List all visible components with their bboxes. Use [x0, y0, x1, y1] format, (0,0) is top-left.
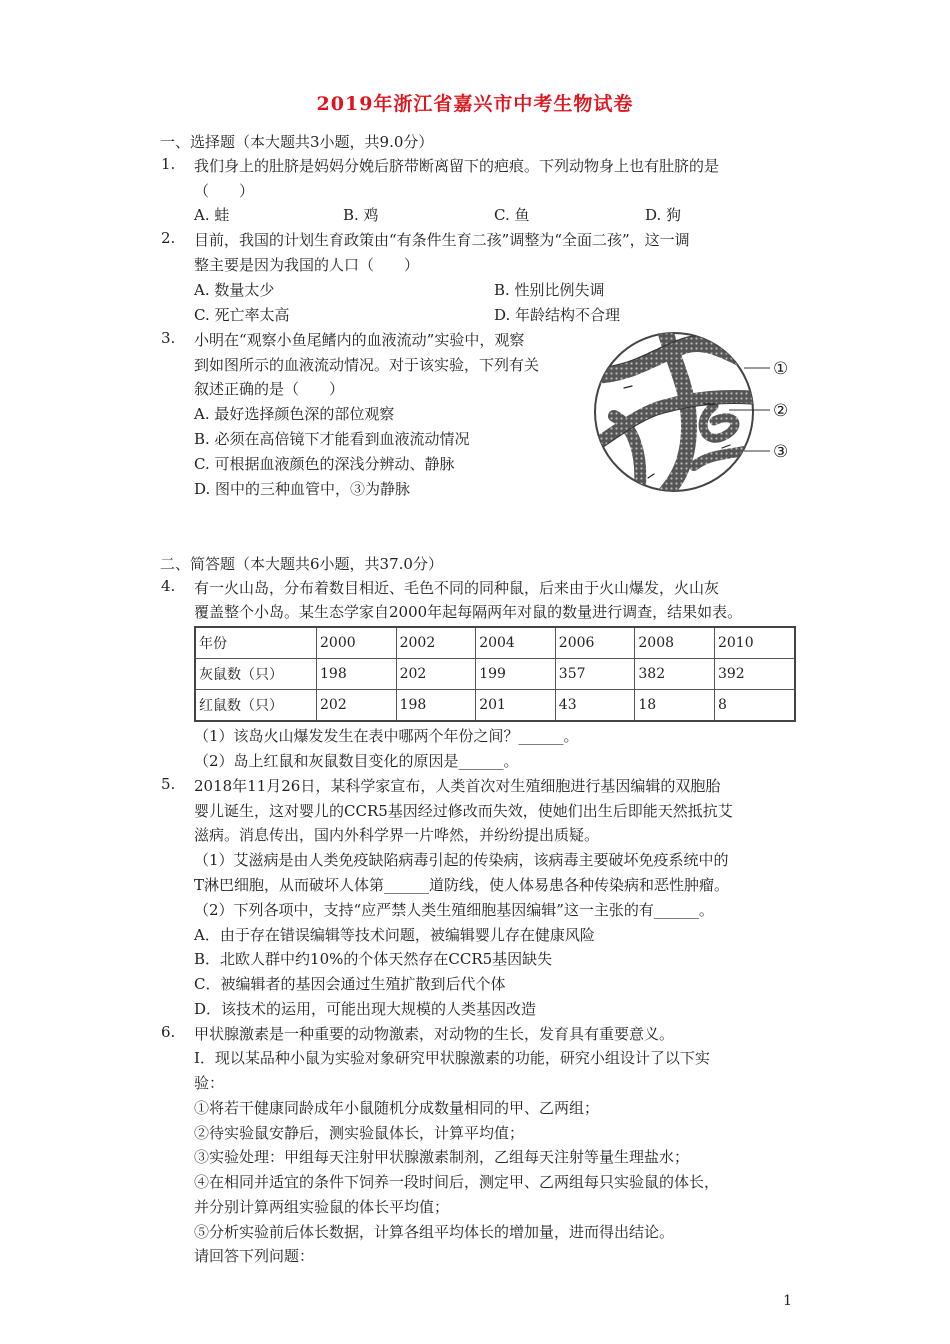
table-row [195, 659, 795, 690]
q1-option-a: A. 蛙 [194, 206, 230, 224]
q1-number: 1. [161, 155, 176, 173]
table-cell: 灰鼠数（只） [195, 659, 317, 690]
q1-stem-line1: 我们身上的肚脐是妈妈分娩后脐带断离留下的疤痕。下列动物身上也有肚脐的是 [194, 157, 720, 175]
q6-step-4: ④在相同并适宜的条件下饲养一段时间后，测定甲、乙两组每只实验鼠的体长， [194, 1173, 720, 1191]
q2-option-c: C. 死亡率太高 [194, 306, 290, 324]
table-cell: 43 [555, 690, 635, 722]
table-cell: 18 [635, 690, 715, 722]
table-cell: 2000 [317, 627, 397, 659]
q5-sub1-line1: （1）艾滋病是由人类免疫缺陷病毒引起的传染病，该病毒主要破坏免疫系统中的 [194, 851, 729, 869]
q6-stem-line1: 甲状腺激素是一种重要的动物激素，对动物的生长，发育具有重要意义。 [194, 1025, 675, 1043]
q6-ask: 请回答下列问题： [194, 1247, 315, 1265]
table-cell: 201 [476, 690, 556, 722]
q2-option-a: A. 数量太少 [194, 281, 275, 299]
table-cell: 2002 [396, 627, 476, 659]
q5-option-d: D．该技术的运用，可能出现大规模的人类基因改造 [194, 1000, 537, 1018]
q1-stem-line2: （ ） [194, 182, 255, 200]
table-cell: 198 [396, 690, 476, 722]
q3-option-a: A. 最好选择颜色深的部位观察 [194, 405, 395, 423]
q3-option-c: C. 可根据血液颜色的深浅分辨动、静脉 [194, 455, 455, 473]
q2-stem-line2: 整主要是因为我国的人口（ ） [194, 256, 420, 274]
q3-stem-line2: 到如图所示的血液流动情况。对于该实验，下列有关 [194, 356, 540, 374]
page-number: 1 [783, 1293, 792, 1309]
q6-step-4-cont: 并分别计算两组实验鼠的体长平均值； [194, 1198, 450, 1216]
table-cell: 2004 [476, 627, 556, 659]
table-cell: 202 [317, 690, 397, 722]
q1-option-d: D. 狗 [645, 206, 682, 224]
table-cell: 年份 [195, 627, 317, 659]
q6-step-3: ③实验处理：甲组每天注射甲状腺激素制剂，乙组每天注射等量生理盐水； [194, 1148, 690, 1166]
table-cell: 357 [555, 659, 635, 690]
q6-step-1: ①将若干健康同龄成年小鼠随机分成数量相同的甲、乙两组； [194, 1099, 600, 1117]
diagram-label-2: ② [773, 401, 789, 421]
blood-flow-diagram [594, 326, 794, 506]
blood-vessels-figure [594, 326, 794, 502]
section-2-heading: 二、简答题（本大题共6小题，共37.0分） [160, 555, 443, 573]
q5-option-c: C．被编辑者的基因会通过生殖扩散到后代个体 [194, 975, 506, 993]
q4-stem-line2: 覆盖整个小岛。某生态学家自2000年起每隔两年对鼠的数量进行调查，结果如表。 [194, 603, 743, 621]
q3-option-b: B. 必须在高倍镜下才能看到血液流动情况 [194, 430, 470, 448]
q3-stem-line1: 小明在“观察小鱼尾鳍内的血液流动”实验中，观察 [194, 331, 525, 349]
q6-step-5: ⑤分析实验前后体长数据，计算各组平均体长的增加量，进而得出结论。 [194, 1223, 675, 1241]
q5-stem-line1: 2018年11月26日，某科学家宣布，人类首次对生殖细胞进行基因编辑的双胞胎 [194, 777, 721, 795]
q3-option-d: D. 图中的三种血管中，③为静脉 [194, 480, 411, 498]
q2-number: 2. [161, 229, 176, 247]
q6-stem-line3: 验： [194, 1074, 225, 1092]
q1-option-b: B. 鸡 [343, 206, 379, 224]
table-cell: 382 [635, 659, 715, 690]
q4-sub2: （2）岛上红鼠和灰鼠数目变化的原因是______。 [194, 752, 519, 770]
q6-step-2: ②待实验鼠安静后，测实验鼠体长，计算平均值； [194, 1124, 525, 1142]
q4-number: 4. [161, 577, 176, 595]
q5-stem-line2: 婴儿诞生，这对婴儿的CCR5基因经过修改而失效，使她们出生后即能天然抵抗艾 [194, 802, 733, 820]
q3-stem-line3: 叙述正确的是（ ） [194, 380, 345, 398]
table-row [195, 690, 795, 722]
table-cell: 199 [476, 659, 556, 690]
q6-stem-line2: Ⅰ．现以某品种小鼠为实验对象研究甲状腺激素的功能，研究小组设计了以下实 [194, 1049, 710, 1067]
q4-stem-line1: 有一火山岛，分布着数目相近、毛色不同的同种鼠，后来由于火山爆发，火山灰 [194, 579, 720, 597]
table-cell: 2008 [635, 627, 715, 659]
table-cell: 202 [396, 659, 476, 690]
q5-sub2: （2）下列各项中，支持“应严禁人类生殖细胞基因编辑”这一主张的有______。 [194, 901, 714, 919]
table-cell: 392 [714, 659, 795, 690]
q5-stem-line3: 滋病。消息传出，国内外科学界一片哗然，并纷纷提出质疑。 [194, 826, 600, 844]
q4-sub1: （1）该岛火山爆发发生在表中哪两个年份之间？______。 [194, 727, 579, 745]
page-title: 2019年浙江省嘉兴市中考生物试卷 [316, 93, 634, 115]
table-cell: 2006 [555, 627, 635, 659]
q5-option-b: B．北欧人群中约10%的个体天然存在CCR5基因缺失 [194, 950, 553, 968]
q5-option-a: A．由于存在错误编辑等技术问题，被编辑婴儿存在健康风险 [194, 926, 595, 944]
table-cell: 2010 [714, 627, 795, 659]
table-cell: 8 [714, 690, 795, 722]
diagram-label-1: ① [773, 359, 789, 379]
mouse-count-table [194, 626, 796, 722]
q2-option-d: D. 年龄结构不合理 [494, 306, 621, 324]
q1-option-c: C. 鱼 [494, 206, 530, 224]
q5-sub1-line2: T淋巴细胞，从而破坏人体第______道防线，使人体易患各种传染病和恶性肿瘤。 [194, 876, 730, 894]
q2-stem-line1: 目前，我国的计划生育政策由“有条件生育二孩”调整为“全面二孩”，这一调 [194, 231, 690, 249]
q3-number: 3. [161, 329, 176, 347]
table-row [195, 627, 795, 659]
q5-number: 5. [161, 775, 176, 793]
diagram-label-3: ③ [773, 442, 789, 462]
section-1-heading: 一、选择题（本大题共3小题，共9.0分） [160, 133, 434, 151]
table-cell: 红鼠数（只） [195, 690, 317, 722]
table-cell: 198 [317, 659, 397, 690]
q6-number: 6. [161, 1023, 176, 1041]
q2-option-b: B. 性别比例失调 [494, 281, 605, 299]
